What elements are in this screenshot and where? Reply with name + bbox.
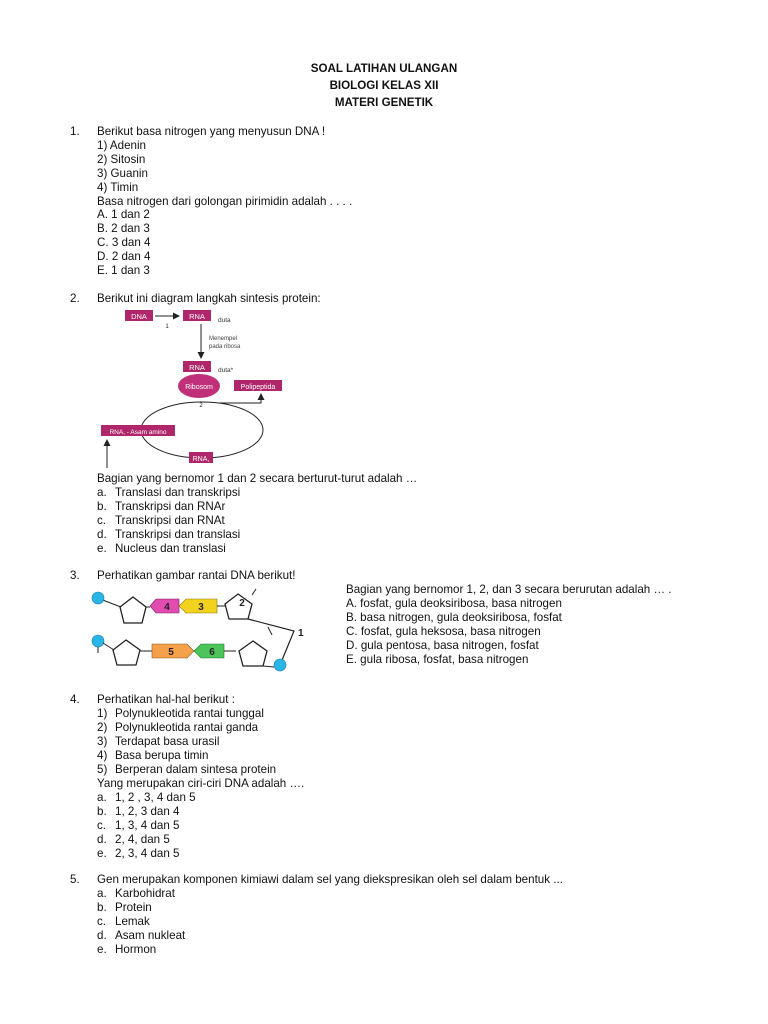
q1-option-c: C. 3 dan 4 [97,236,151,250]
q5-number: 5. [70,873,80,886]
bond [268,627,272,635]
q1-question: Basa nitrogen dari golongan pirimidin adalah . . . . [97,194,353,208]
bond [252,589,256,595]
q5-stem: Gen merupakan komponen kimiawi dalam sel yang diekspresikan oleh sel dalam bentuk ... [97,873,563,886]
dna-label: DNA [131,312,147,321]
bond [263,666,274,667]
rna-top-label: RNA [189,312,205,321]
menempel-label-2: pada ribosa [209,344,241,350]
rna-mid-label: RNA [189,363,205,372]
protein-synthesis-diagram [95,306,325,472]
rna-bottom-label: RNA, [192,456,210,463]
phosphate-circle [92,592,104,604]
q1-option-a: A. 1 dan 2 [97,208,150,222]
menempel-label-1: Menempel [209,336,238,342]
q1-item: 4) Timin [97,180,139,194]
q2-number: 2. [70,292,80,305]
sugar-lower-right [239,641,267,666]
phosphate-circle [274,659,286,671]
bond [103,643,114,650]
label-6: 6 [209,647,215,658]
duta-mid-label: duta* [218,367,234,374]
q3-stem: Perhatikan gambar rantai DNA berikut! [97,569,296,582]
label-3: 3 [198,602,204,613]
label-1: 1 [298,628,304,639]
q4-question: Yang merupakan ciri-ciri DNA adalah …. [97,777,305,790]
q1-option-e: E. 1 dan 3 [97,264,150,278]
q3-option-a: A. fosfat, gula deoksiribosa, basa nitrogen [346,596,562,610]
duta-top-label: duta [218,317,231,324]
q1-item: 3) Guanin [97,166,148,180]
label-2: 2 [239,598,245,609]
q1-item: 2) Sitosin [97,152,146,166]
q1-option-b: B. 2 dan 3 [97,222,150,236]
q1-stem: Berikut basa nitrogen yang menyusun DNA ! [97,125,326,138]
polipeptida-label: Polipeptida [240,384,276,391]
q3-option-c: C. fosfat, gula heksosa, basa nitrogen [346,624,541,638]
q3-answer-block [346,583,671,666]
q2-question: Bagian yang bernomor 1 dan 2 secara berturut-turut adalah … [97,472,418,485]
q4-stem: Perhatikan hal-hal berikut : [97,693,235,706]
q1-number: 1. [70,125,80,138]
q3-option-d: D. gula pentosa, basa nitrogen, fosfat [346,638,539,652]
q1-item: 1) Adenin [97,138,146,152]
arrow-2-label: 2 [199,403,203,409]
polipeptida-arrow [218,394,261,403]
q3-option-b: B. basa nitrogen, gula deoksiribosa, fosfat [346,610,562,624]
q3-question: Bagian yang bernomor 1, 2, dan 3 secara berurutan adalah … . [346,583,672,596]
q4-number: 4. [70,693,80,706]
q2-stem: Berikut ini diagram langkah sintesis protein: [97,292,321,305]
q3-option-e: E. gula ribosa, fosfat, basa nitrogen [346,652,529,666]
q1-block [97,125,352,278]
sugar-lower-left [113,640,140,665]
label-4: 4 [164,602,170,613]
q1-option-d: D. 2 dan 4 [97,250,151,264]
doc-subtitle-class: BIOLOGI KELAS XII [329,79,439,92]
label-5: 5 [168,647,174,658]
doc-title: SOAL LATIHAN ULANGAN [310,62,458,75]
sugar-upper-left [120,597,146,623]
ribosom-label: Ribosom [185,384,213,391]
doc-subtitle-topic: MATERI GENETIK [334,96,434,109]
arrow-1-label: 1 [165,324,169,330]
q3-number: 3. [70,569,80,582]
dna-chain-diagram [88,585,320,673]
rna-asam-label: RNA, - Asam amino [109,429,167,436]
phosphate-circle [92,635,104,647]
